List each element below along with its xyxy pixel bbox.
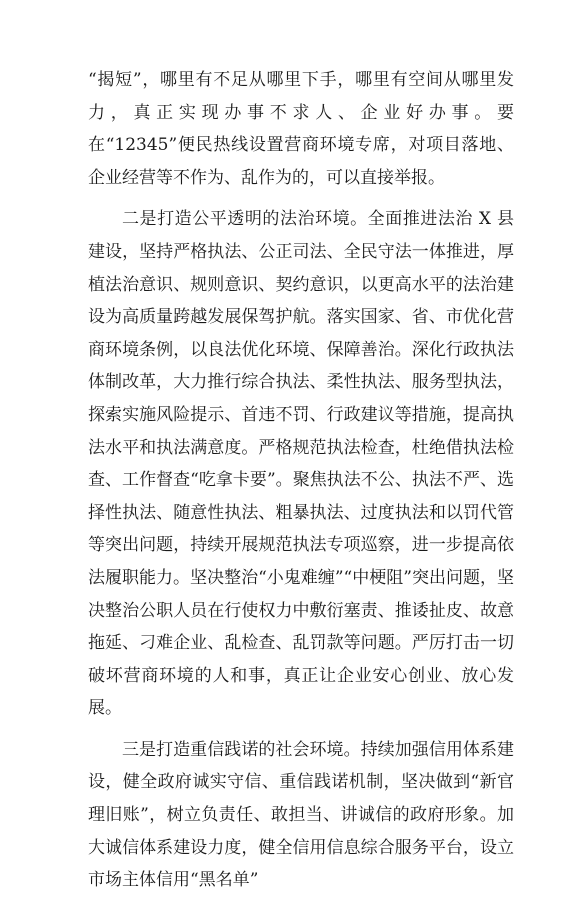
paragraph-2: 二是打造公平透明的法治环境。全面推进法治 X 县建设，坚持严格执法、公正司法、全民守法一体推进，厚植法治意识、规则意识、契约意识，以更高水平的法治建设为高质量跨越发展保驾护航。落实国家、省、市优化营商环境条例，以良法优化环境、保障善治。深化行政执法体制改革，大力推行综合执法、柔性执法、服务型执法，探索实施风险提示、首违不罚、行政建议等措施，提高执法水平和执法满意度。严格规范执法检查，杜绝借执法检查、工作督查“吃拿卡要”。聚焦执法不公、执法不严、选择性执法、随意性执法、粗暴执法、过度执法和以罚代管等突出问题，持续开展规范执法专项巡察，进一步提高依法履职能力。坚决整治“小鬼难缠”“中梗阻”突出问题，坚决整治公职人员在行使权力中敷衍塞责、推诿扯皮、故意拖延、刁难企业、乱检查、乱罚款等问题。严厉打击一切破坏营商环境的人和事，真正让企业安心创业、放心发展。 <box>88 209 514 719</box>
document-body <box>88 64 514 906</box>
paragraph-1: “揭短”，哪里有不足从哪里下手，哪里有空间从哪里发力，真正实现办事不求人、企业好办事。要在“12345”便民热线设置营商环境专席，对项目落地、企业经营等不作为、乱作为的，可以直接举报。 <box>88 70 514 188</box>
paragraph-3: 三是打造重信践诺的社会环境。持续加强信用体系建设，健全政府诚实守信、重信践诺机制，坚决做到“新官理旧账”，树立负责任、敢担当、讲诚信的政府形象。加大诚信体系建设力度，健全信用信息综合服务平台，设立市场主体信用“黑名单” <box>88 739 514 891</box>
